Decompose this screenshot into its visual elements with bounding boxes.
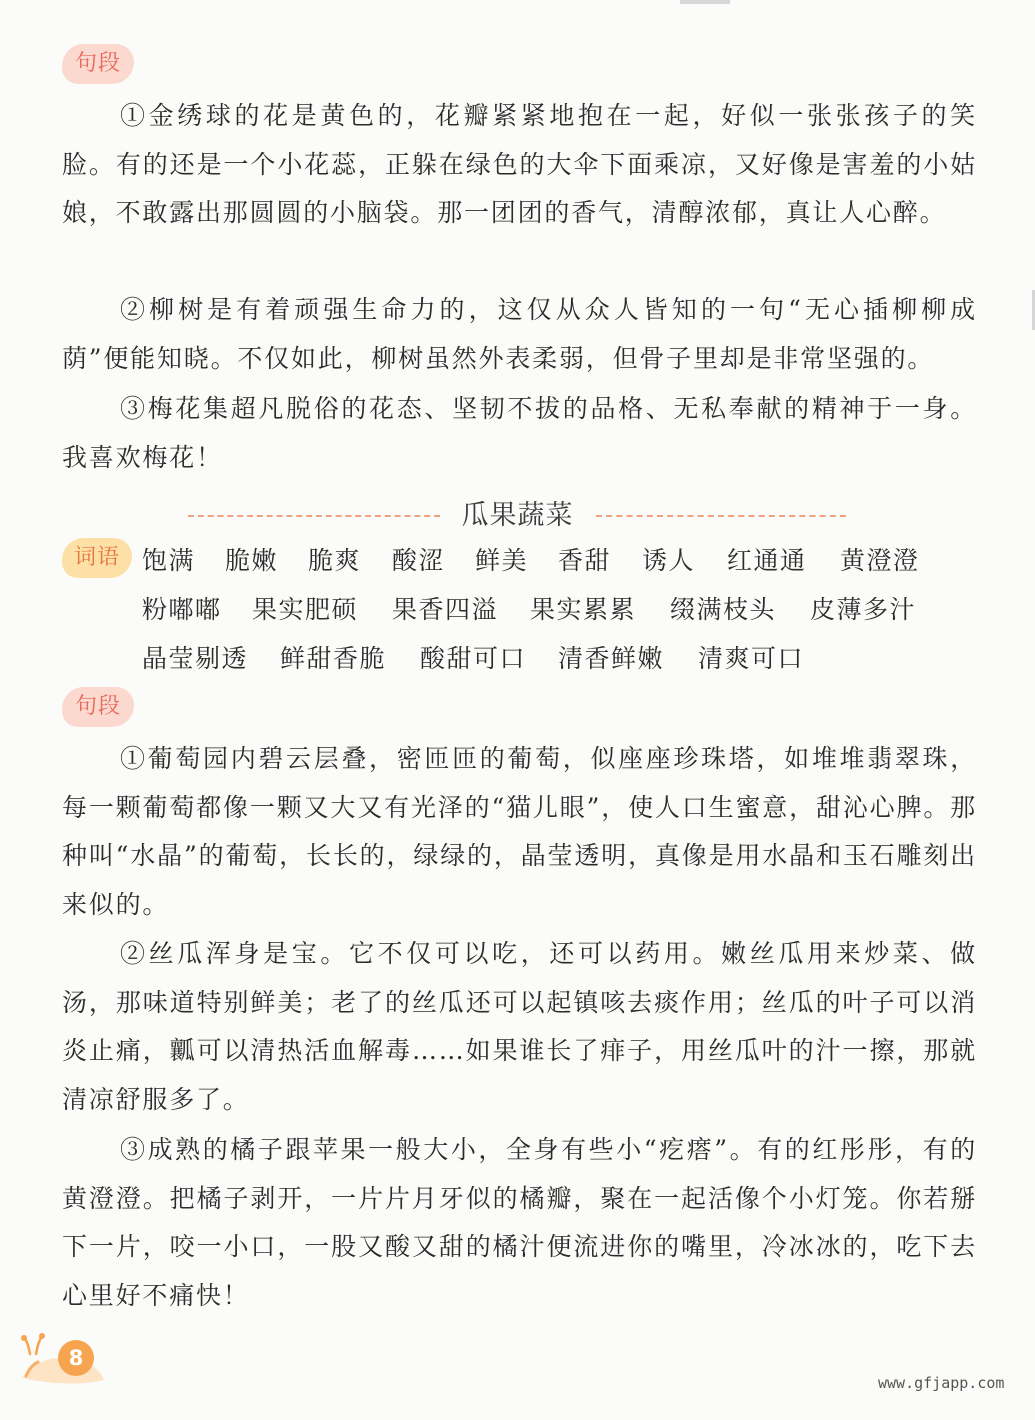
word-item: 鲜甜香脆 <box>280 644 387 673</box>
paragraph-grapes: ①葡萄园内碧云层叠，密匝匝的葡萄，似座座珍珠塔，如堆堆翡翠珠，每一颗葡萄都像一颗又大又有光泽的“猫儿眼”，使人口生蜜意，甜沁心脾。那种叫“水晶”的葡萄，长长的，绿绿的，晶莹透明，真像是用水晶和玉石雕刻出来似的。 <box>62 744 977 919</box>
word-item: 清爽可口 <box>698 644 805 673</box>
watermark: www.gfjapp.com <box>878 1374 1005 1392</box>
word-item: 脆嫩 <box>225 546 279 575</box>
word-item: 诱人 <box>642 546 696 575</box>
paragraph-plum-blossom: ③梅花集超凡脱俗的花态、坚韧不拔的品格、无私奉献的精神于一身。我喜欢梅花！ <box>62 394 977 472</box>
word-item: 红通通 <box>727 546 807 575</box>
section-tag-sentences: 句段 <box>62 44 134 84</box>
word-item: 香甜 <box>558 546 612 575</box>
word-item: 皮薄多汁 <box>810 595 917 624</box>
section-tag-sentences: 句段 <box>62 687 134 727</box>
word-item: 晶莹剔透 <box>142 644 249 673</box>
word-item: 黄澄澄 <box>840 546 920 575</box>
word-item: 脆爽 <box>308 546 362 575</box>
page-number: 8 <box>58 1340 94 1376</box>
word-item: 缀满枝头 <box>670 595 777 624</box>
word-item: 清香鲜嫩 <box>558 644 665 673</box>
word-item: 果实累累 <box>530 595 637 624</box>
word-item: 果香四溢 <box>392 595 499 624</box>
section-divider <box>0 496 1035 536</box>
word-item: 酸涩 <box>392 546 446 575</box>
paragraph-orange: ③成熟的橘子跟苹果一般大小，全身有些小“疙瘩”。有的红彤彤，有的黄澄澄。把橘子剥开，一片片月牙似的橘瓣，聚在一起活像个小灯笼。你若掰下一片，咬一小口，一股又酸又甜的橘汁便流进你的嘴里，冷冰冰的，吃下去心里好不痛快！ <box>62 1135 977 1310</box>
section-tag-words: 词语 <box>62 538 132 578</box>
divider-dash-right <box>596 515 846 517</box>
page-edge-top <box>680 0 730 4</box>
word-item: 粉嘟嘟 <box>142 595 222 624</box>
divider-dash-left <box>188 515 440 517</box>
paragraph-golden-hydrangea: ①金绣球的花是黄色的，花瓣紧紧地抱在一起，好似一张张孩子的笑脸。有的还是一个小花蕊，正躲在绿色的大伞下面乘凉，又好像是害羞的小姑娘，不敢露出那圆圆的小脑袋。那一团团的香气，清醇浓郁，真让人心醉。 <box>62 101 977 227</box>
section-title: 瓜果蔬菜 <box>461 500 574 531</box>
word-item: 鲜美 <box>475 546 529 575</box>
word-item: 果实肥硕 <box>252 595 359 624</box>
word-item: 饱满 <box>142 546 196 575</box>
paragraph-willow: ②柳树是有着顽强生命力的，这仅从众人皆知的一句“无心插柳柳成荫”便能知晓。不仅如此，柳树虽然外表柔弱，但骨子里却是非常坚强的。 <box>62 295 977 373</box>
paragraph-loofah: ②丝瓜浑身是宝。它不仅可以吃，还可以药用。嫩丝瓜用来炒菜、做汤，那味道特别鲜美；老了的丝瓜还可以起镇咳去痰作用；丝瓜的叶子可以消炎止痛，瓤可以清热活血解毒……如果谁长了痱子，用丝瓜叶的汁一擦，那就清凉舒服多了。 <box>62 939 977 1114</box>
word-item: 酸甜可口 <box>420 644 527 673</box>
